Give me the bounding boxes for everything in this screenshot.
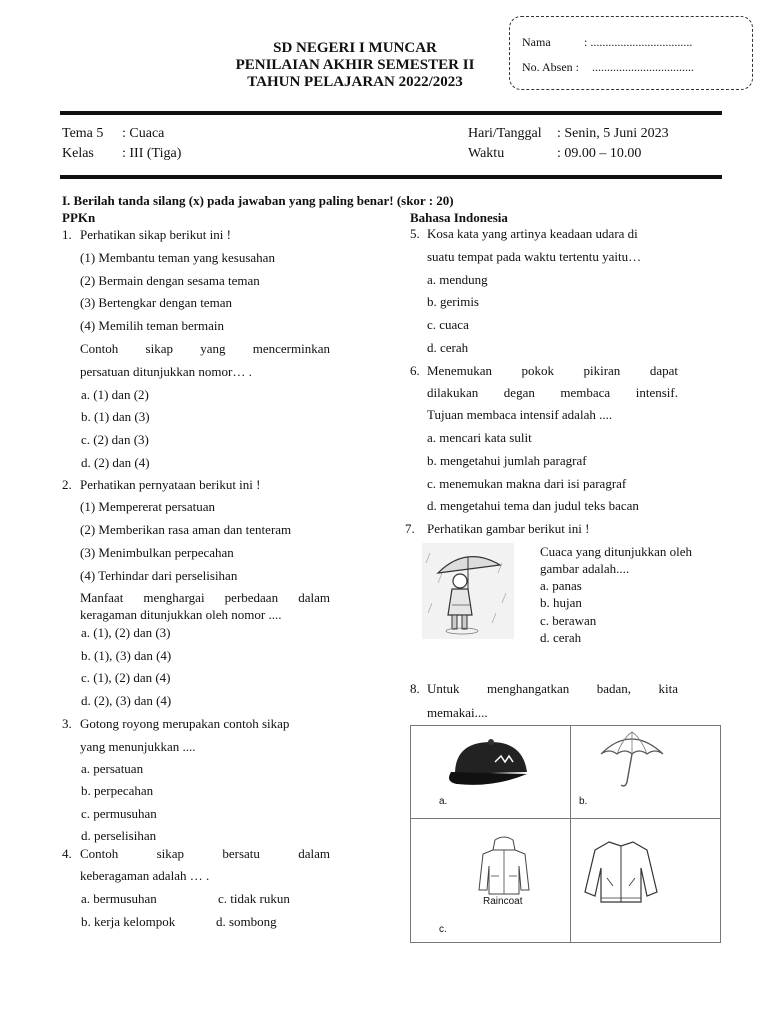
q2-item: (1) Mempererat persatuan [80, 499, 215, 514]
q2-item: (2) Memberikan rasa aman dan tenteram [80, 522, 292, 537]
q1-stem: Perhatikan sikap berikut ini ! [80, 227, 231, 242]
waktu-label: Waktu [468, 146, 505, 161]
q1-option-c[interactable]: c. (2) dan (3) [81, 432, 149, 447]
q4-stem [80, 846, 330, 862]
tema-value: : Cuaca [122, 126, 165, 141]
word: sikap [156, 846, 185, 861]
option-b-label: b. [579, 796, 588, 807]
word: Menemukan [427, 363, 492, 378]
q1-number: 1. [62, 227, 72, 242]
word: bersatu [222, 846, 260, 861]
q3-number: 3. [62, 716, 72, 731]
word: pokok [521, 363, 554, 378]
tema-label: Tema 5 [62, 126, 104, 141]
word: dalam [298, 846, 330, 861]
word: dapat [649, 363, 678, 378]
q6-stem [427, 363, 678, 379]
q1-option-a[interactable]: a. (1) dan (2) [81, 387, 149, 402]
q1-item: (2) Bermain dengan sesama teman [80, 273, 260, 288]
academic-year: TAHUN PELAJARAN 2022/2023 [247, 74, 463, 90]
word: Contoh [80, 341, 119, 356]
word: menghargai [143, 590, 205, 605]
raincoat-caption: Raincoat [483, 896, 523, 907]
grid-divider [411, 818, 720, 819]
q8-number: 8. [410, 681, 420, 696]
q6-option-d[interactable]: d. mengetahui tema dan judul teks bacan [427, 498, 639, 513]
q4-option-c[interactable]: c. tidak rukun [218, 891, 290, 906]
hari-value: : Senin, 5 Juni 2023 [557, 126, 669, 141]
q1-item: (4) Memilih teman bermain [80, 318, 225, 333]
word: perbedaan [224, 590, 279, 605]
word: Manfaat [80, 590, 124, 605]
instruction: I. Berilah tanda silang (x) pada jawaban yang paling benar! (skor : 20) [62, 193, 454, 208]
q5-option-a[interactable]: a. mendung [427, 272, 488, 287]
q2-question [80, 590, 330, 606]
q2-stem: Perhatikan pernyataan berikut ini ! [80, 477, 261, 492]
word: dalam [298, 590, 330, 605]
q2-number: 2. [62, 477, 72, 492]
q1-item: (3) Bertengkar dengan teman [80, 295, 232, 310]
q6-stem-line3: Tujuan membaca intensif adalah .... [427, 407, 613, 422]
student-identity-box [509, 16, 753, 90]
q7-option-d[interactable]: d. cerah [540, 630, 582, 645]
umbrella-icon[interactable] [597, 730, 667, 792]
meta-divider [60, 175, 722, 179]
q2-item: (3) Menimbulkan perpecahan [80, 545, 234, 560]
word: sikap [145, 341, 173, 356]
section-bahasa: Bahasa Indonesia [410, 210, 508, 225]
word: menghangatkan [486, 681, 570, 696]
q3-option-c[interactable]: c. permusuhan [81, 806, 157, 821]
q6-option-b[interactable]: b. mengetahui jumlah paragraf [427, 453, 587, 468]
word: degan [503, 385, 535, 400]
q1-item: (1) Membantu teman yang kesusahan [80, 250, 275, 265]
girl-with-umbrella-image [422, 543, 514, 639]
q6-stem-line2 [427, 385, 678, 401]
nama-field[interactable]: : .................................. [584, 35, 693, 49]
word: membaca [560, 385, 611, 400]
section-ppkn: PPKn [62, 210, 96, 225]
q5-option-b[interactable]: b. gerimis [427, 294, 479, 309]
q7-question: Cuaca yang ditunjukkan oleh [540, 544, 692, 559]
option-a-label: a. [439, 796, 448, 807]
option-c-label: c. [439, 924, 447, 935]
q2-option-b[interactable]: b. (1), (3) dan (4) [81, 648, 172, 663]
school-name: SD NEGERI I MUNCAR [273, 40, 437, 56]
q2-question-line2: keragaman ditunjukkan oleh nomor .... [80, 607, 282, 622]
cap-icon[interactable] [443, 736, 539, 790]
q3-stem: Gotong royong merupakan contoh sikap [80, 716, 290, 731]
q4-option-d[interactable]: d. sombong [216, 914, 277, 929]
q2-item: (4) Terhindar dari perselisihan [80, 568, 238, 583]
hari-label: Hari/Tanggal [468, 126, 542, 141]
q7-option-a[interactable]: a. panas [540, 578, 582, 593]
q1-option-b[interactable]: b. (1) dan (3) [81, 409, 150, 424]
q5-option-c[interactable]: c. cuaca [427, 317, 469, 332]
word: pikiran [583, 363, 621, 378]
q6-number: 6. [410, 363, 420, 378]
exam-title: PENILAIAN AKHIR SEMESTER II [235, 57, 475, 73]
word: yang [200, 341, 226, 356]
q3-option-a[interactable]: a. persatuan [81, 761, 144, 776]
kelas-value: : III (Tiga) [122, 146, 182, 161]
q6-option-a[interactable]: a. mencari kata sulit [427, 430, 532, 445]
q1-question-line2: persatuan ditunjukkan nomor… . [80, 364, 252, 379]
word: badan, [596, 681, 632, 696]
jacket-icon[interactable] [581, 836, 661, 908]
raincoat-icon[interactable] [475, 836, 533, 898]
q7-number: 7. [405, 521, 415, 536]
q5-number: 5. [410, 226, 420, 241]
q7-stem: Perhatikan gambar berikut ini ! [427, 521, 590, 536]
header-divider [60, 111, 722, 115]
q3-option-b[interactable]: b. perpecahan [81, 783, 154, 798]
q2-option-d[interactable]: d. (2), (3) dan (4) [81, 693, 172, 708]
q4-option-a[interactable]: a. bermusuhan [81, 891, 157, 906]
word: kita [658, 681, 678, 696]
word: Untuk [427, 681, 460, 696]
word: intensif. [635, 385, 678, 400]
q8-stem-line2: memakai.... [427, 705, 488, 720]
absen-field[interactable]: .................................. [592, 60, 694, 74]
q8-answer-grid [410, 725, 721, 943]
q6-option-c[interactable]: c. menemukan makna dari isi paragraf [427, 476, 627, 491]
word: mencerminkan [252, 341, 330, 356]
q3-option-d[interactable]: d. perselisihan [81, 828, 157, 843]
q4-number: 4. [62, 846, 72, 861]
kelas-label: Kelas [62, 146, 94, 161]
q4-option-b[interactable]: b. kerja kelompok [81, 914, 176, 929]
q7-question-line2: gambar adalah.... [540, 561, 630, 576]
q7-option-c[interactable]: c. berawan [540, 613, 597, 628]
q2-option-c[interactable]: c. (1), (2) dan (4) [81, 670, 171, 685]
nama-label: Nama [522, 35, 551, 49]
grid-divider [570, 726, 571, 942]
word: dilakukan [427, 385, 479, 400]
q1-question [80, 341, 330, 357]
q2-option-a[interactable]: a. (1), (2) dan (3) [81, 625, 171, 640]
absen-label: No. Absen : [522, 60, 579, 74]
q1-option-d[interactable]: d. (2) dan (4) [81, 455, 150, 470]
q3-stem-line2: yang menunjukkan .... [80, 739, 196, 754]
q4-stem-line2: keberagaman adalah … . [80, 868, 210, 883]
q5-stem: Kosa kata yang artinya keadaan udara di [427, 226, 638, 241]
q5-stem-line2: suatu tempat pada waktu tertentu yaitu… [427, 249, 642, 264]
q5-option-d[interactable]: d. cerah [427, 340, 469, 355]
word: Contoh [80, 846, 119, 861]
q7-option-b[interactable]: b. hujan [540, 595, 582, 610]
waktu-value: : 09.00 – 10.00 [557, 146, 642, 161]
q8-stem [427, 681, 678, 697]
